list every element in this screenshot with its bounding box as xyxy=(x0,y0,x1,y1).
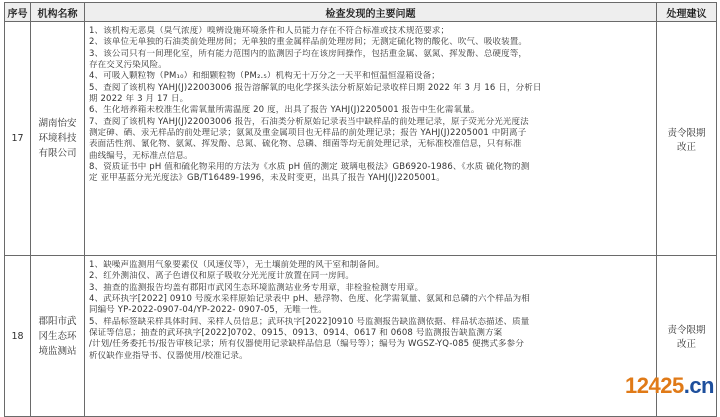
organization-name-line: 环境科技 xyxy=(38,133,77,144)
organization-name xyxy=(31,256,85,417)
organization-name-line: 冈生态环 xyxy=(38,330,77,342)
issue-line: 2、该单位无单独的石油类前处理房间；无单独的重金属样品前处理房间；无测定硫化物的酸化、吹气、吸收装置。 xyxy=(89,37,528,48)
handling-suggestion xyxy=(657,22,717,256)
issue-line: 1、该机构无恶臭（臭气浓度）嗅辨设施环境条件和人员能力存在不符合标准或技术规范要求； xyxy=(89,26,450,36)
issue-line: 曲线编号，无标准点信息。 xyxy=(89,150,193,161)
table-row xyxy=(5,22,717,256)
issue-line: 期 2022 年 3 月 17 日。 xyxy=(89,94,189,105)
organization-name xyxy=(31,22,85,256)
issue-line: 7、查阅了该机构 YAHJ(J)22003006 报告，石油类分析原始记录表当中缺样品的前处理记录，原子荧光分光光度法 xyxy=(89,116,529,127)
serial-number: 18 xyxy=(5,256,31,417)
table-row xyxy=(5,256,717,417)
issue-line: 析仪缺作业指导书、仪器使用/校准记录。 xyxy=(89,350,248,361)
header-serial-number: 序号 xyxy=(5,3,31,22)
suggestion-line: 责令限期 xyxy=(667,325,706,336)
issue-line: 同编号 YP-2022-0907-04/YP-2022- 0907-05，无唯一性。 xyxy=(89,305,327,316)
suggestion-line: 改正 xyxy=(676,339,696,350)
issue-line: 5、查阅了该机构 YAHJ(J)22003006 报告溶解氧的电化学探头法分析原始记录收样日期 2022 年 3 月 16 日，分析日 xyxy=(89,82,542,93)
issue-line: /计划/任务委托书/报告审核记录；所有仪器使用记录缺样品信息（编号等）；编号为 WGSZ-YQ-085 便携式多参分 xyxy=(89,339,524,350)
issue-line: 定 亚甲基蓝分光光度法》GB/T16489-1996，未及时变更，出具了报告 YAHJ(J)2205001。 xyxy=(89,173,445,184)
issues-cell xyxy=(85,22,657,256)
issues-cell xyxy=(85,256,657,417)
issue-line: 2、红外测油仪、离子色谱仪和原子吸收分光光度计放置在同一房间。 xyxy=(89,271,355,282)
issue-line: 3、抽查的监测报告均盖有郡阳市武冈生态环境监测站业务专用章，非检验检测专用章。 xyxy=(89,282,424,293)
issue-line: 3、该公司只有一间理化室，所有能力范围内的监测因子均在该房间操作，包括重金属、氨氮、挥发酚、总硬度等， xyxy=(89,48,528,59)
suggestion-line: 责令限期 xyxy=(667,127,706,139)
inspection-table xyxy=(4,2,717,417)
header-organization: 机构名称 xyxy=(31,3,85,22)
organization-name-line: 湖南怡安 xyxy=(38,118,77,129)
table-header-row xyxy=(5,3,717,22)
issue-line: 测定砷、硒、汞无样品的前处理记录；氨氮及重金属项目也无样品的前处理记录；报告 YAHJ(J)2205001 中阴离子 xyxy=(89,128,527,139)
issue-line: 4、可吸入颗粒物（PM₁₀）和细颗粒物（PM₂.₅）机构无十万分之一天平和恒温恒湿箱设备； xyxy=(89,71,440,82)
issue-line: 4、武环执字[2022] 0910 号废水采样原始记录表中 pH、悬浮物、色度、化学需氧量、氨氮和总磷的六个样品为相 xyxy=(89,294,530,305)
organization-name-line: 境监测站 xyxy=(38,345,77,357)
watermark-number: 12425 xyxy=(625,373,684,398)
issue-line: 表面活性剂、氰化物、氨氮、挥发酚、总氮、硫化物、总磷、细菌等均无前处理记录，无标准校准信息，只有标准 xyxy=(89,139,522,150)
issue-line: 1、缺噪声监测用气象要素仪（风速仪等），无土壤前处理的风干室和制备间。 xyxy=(89,260,385,270)
organization-name-line: 有限公司 xyxy=(38,148,77,159)
issue-line: 5、样品标签缺采样具体时间、采样人员信息；武环执字[2022]0910 号监测报告缺监测依据、样品状态描述、质量 xyxy=(89,316,530,327)
issue-line: 保证等信息；抽查的武环执字[2022]0702、0915、0913、0914、0617 和 0608 号监测报告缺监测方案 xyxy=(89,328,503,339)
issue-line: 8、资质证书中 pH 值和硫化物采用的方法为《水质 pH 值的测定 玻璃电极法》GB6920-1986、《水质 硫化物的测 xyxy=(89,162,530,173)
site-watermark xyxy=(625,373,714,399)
watermark-domain: .cn xyxy=(683,373,714,398)
suggestion-line: 改正 xyxy=(676,141,696,153)
issue-line: 6、生化培养箱未校准生化需氧量所需温度 20 度，出具了报告 YAHJ(J)2205001 报告中生化需氧量。 xyxy=(89,105,480,116)
header-main-issues: 检查发现的主要问题 xyxy=(85,3,657,22)
organization-name-line: 郡阳市武 xyxy=(38,315,77,327)
header-suggestion: 处理建议 xyxy=(657,3,717,22)
issue-line: 存在交叉污染风险。 xyxy=(89,60,167,71)
serial-number: 17 xyxy=(5,22,31,256)
